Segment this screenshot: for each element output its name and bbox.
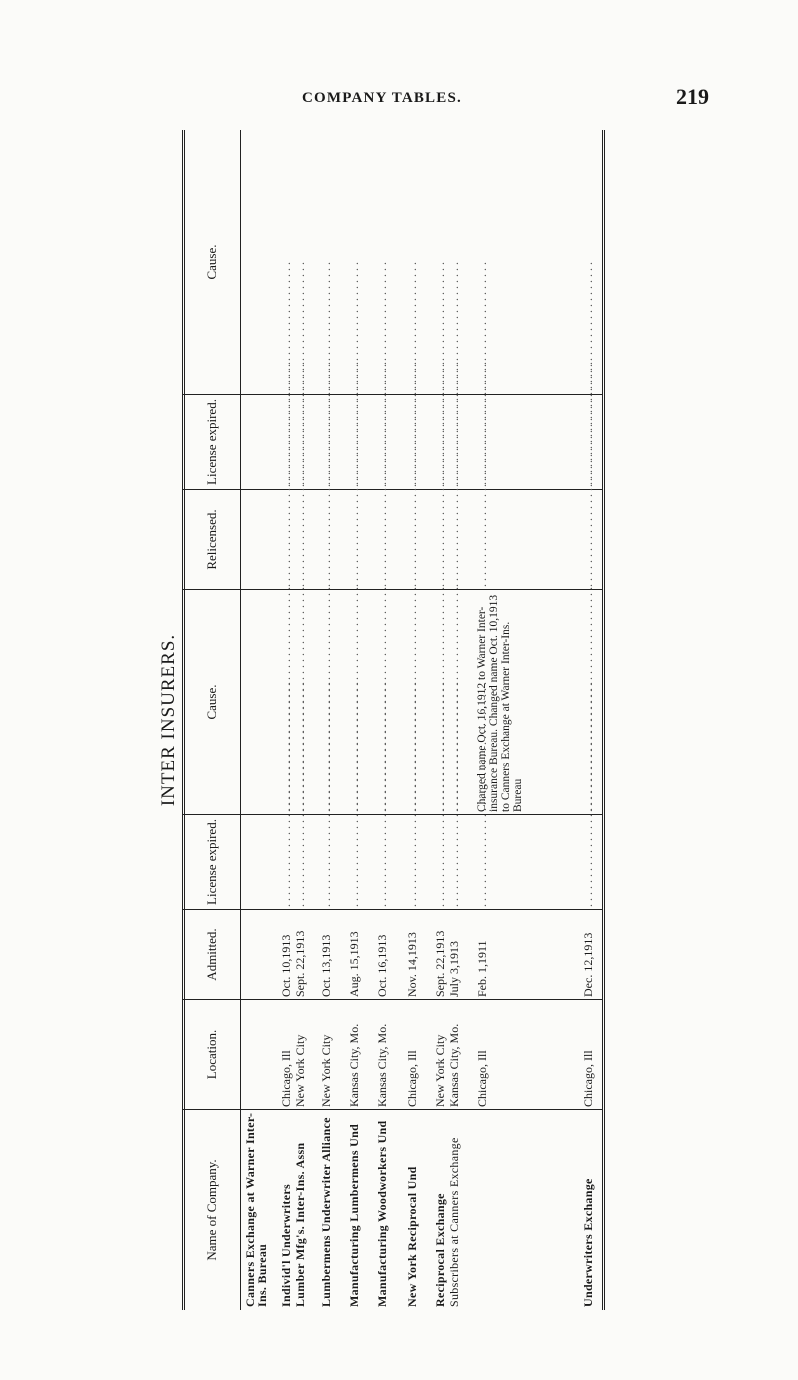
license-expired-2-cell	[448, 395, 460, 490]
license-expired-2-cell	[406, 395, 418, 490]
cause-note: Charged name Oct. 16,1912 to Warner Inter-insurance Bureau. Changed name Oct. 10,1913 to Canners Exchange at Warner Inter-Ins. Bureau	[476, 594, 524, 812]
license-expired-2-cell	[348, 395, 360, 490]
company-admitted: Nov. 14,1913	[405, 932, 419, 997]
license-expired-cell	[476, 815, 488, 910]
header-name: Name of Company.	[203, 1159, 219, 1261]
page-number: 219	[676, 84, 709, 109]
rotated-table-region	[158, 130, 620, 1310]
cause-cell	[376, 590, 388, 815]
license-expired-cell	[582, 815, 594, 910]
license-expired-cell	[320, 815, 332, 910]
company-admitted: Aug. 15,1913	[347, 931, 361, 997]
header-cause-1: Cause.	[182, 590, 240, 815]
company-name: Canners Exchange at Warner Inter-Ins. Bureau	[243, 1112, 269, 1307]
cause-cell	[294, 590, 306, 815]
company-admitted: Dec. 12,1913	[581, 932, 595, 997]
license-expired-cell	[280, 815, 292, 910]
license-expired-cell	[294, 815, 306, 910]
table-row	[476, 130, 566, 1310]
company-name: New York Reciprocal Und	[405, 1166, 419, 1307]
company-admitted: Sept. 22,1913	[293, 930, 307, 997]
company-name: Underwriters Exchange	[581, 1178, 595, 1307]
header-location: Location.	[182, 1000, 240, 1110]
relicensed-cell	[348, 490, 360, 590]
license-expired-2-cell	[476, 395, 488, 490]
company-location: New York City	[433, 1034, 447, 1107]
company-name: Manufacturing Woodworkers Und	[375, 1120, 389, 1307]
relicensed-cell	[376, 490, 388, 590]
company-name: Reciprocal Exchange	[433, 1193, 447, 1307]
company-name: Manufacturing Lumbermens Und	[347, 1123, 361, 1307]
table-row	[376, 130, 400, 1310]
company-location: Kansas City, Mo.	[347, 1023, 361, 1107]
license-expired-cell	[406, 815, 418, 910]
relicensed-cell	[476, 490, 488, 590]
header-cause-2: Cause.	[182, 130, 240, 395]
license-expired-2-cell	[320, 395, 332, 490]
license-expired-2-cell	[582, 395, 594, 490]
license-expired-cell	[434, 815, 446, 910]
company-location: Chicago, Ill	[475, 1050, 489, 1107]
relicensed-cell	[406, 490, 418, 590]
relicensed-cell	[434, 490, 446, 590]
company-location: Kansas City, Mo.	[447, 1023, 461, 1107]
relicensed-cell	[448, 490, 460, 590]
rotated-table	[158, 130, 620, 1310]
company-name: Lumber Mfg's. Inter-Ins. Assn	[293, 1142, 307, 1307]
license-expired-cell	[348, 815, 360, 910]
relicensed-cell	[582, 490, 594, 590]
table-bottom-rule	[602, 130, 605, 1310]
table-row	[320, 130, 344, 1310]
running-title: COMPANY TABLES.	[302, 90, 462, 106]
company-name: Individ'l Underwriters	[279, 1184, 293, 1307]
cause-cell	[320, 590, 332, 815]
company-location: Chicago, Ill	[405, 1050, 419, 1107]
header-rule	[240, 130, 241, 1310]
header-license-expired-2: License expired.	[182, 395, 240, 490]
license-expired-2-cell	[294, 395, 306, 490]
table-row	[448, 130, 472, 1310]
relicensed-cell	[280, 490, 292, 590]
license-expired-2-cell	[376, 395, 388, 490]
company-location: Kansas City, Mo.	[375, 1023, 389, 1107]
header-admitted: Admitted.	[182, 910, 240, 1000]
company-location: New York City	[293, 1034, 307, 1107]
table-row	[294, 130, 316, 1310]
relicensed-cell	[320, 490, 332, 590]
license-expired-2-cell	[280, 395, 292, 490]
company-admitted: July 3,1913	[447, 940, 461, 997]
license-expired-cell	[448, 815, 460, 910]
company-admitted: Oct. 10,1913	[279, 934, 293, 997]
table-row	[406, 130, 430, 1310]
cause-cell	[434, 590, 446, 815]
table-row	[348, 130, 372, 1310]
header-relicensed: Relicensed.	[182, 490, 240, 590]
cause-cell	[448, 590, 460, 815]
license-expired-2-cell	[434, 395, 446, 490]
section-title: INTER INSURERS.	[158, 633, 179, 807]
table-row	[434, 130, 448, 1310]
relicensed-cell	[294, 490, 306, 590]
header-license-expired-1: License expired.	[182, 815, 240, 910]
table-row	[582, 130, 598, 1310]
company-name: Subscribers at Canners Exchange	[447, 1137, 461, 1307]
page-header	[0, 84, 798, 114]
company-location: New York City	[319, 1034, 333, 1107]
company-location: Chicago, Ill	[581, 1050, 595, 1107]
table-row	[280, 130, 294, 1310]
company-admitted: Oct. 13,1913	[319, 934, 333, 997]
table-row	[244, 130, 278, 1310]
company-table	[182, 130, 622, 1310]
company-location: Chicago, Ill	[279, 1050, 293, 1107]
license-expired-cell	[376, 815, 388, 910]
company-admitted: Sept. 22,1913	[433, 930, 447, 997]
cause-cell	[582, 590, 594, 815]
company-admitted: Oct. 16,1913	[375, 934, 389, 997]
cause-cell	[406, 590, 418, 815]
company-admitted: Feb. 1,1911	[475, 940, 489, 997]
company-name: Lumbermens Underwriter Alliance	[319, 1117, 333, 1307]
cause-cell	[280, 590, 292, 815]
cause-cell	[348, 590, 360, 815]
